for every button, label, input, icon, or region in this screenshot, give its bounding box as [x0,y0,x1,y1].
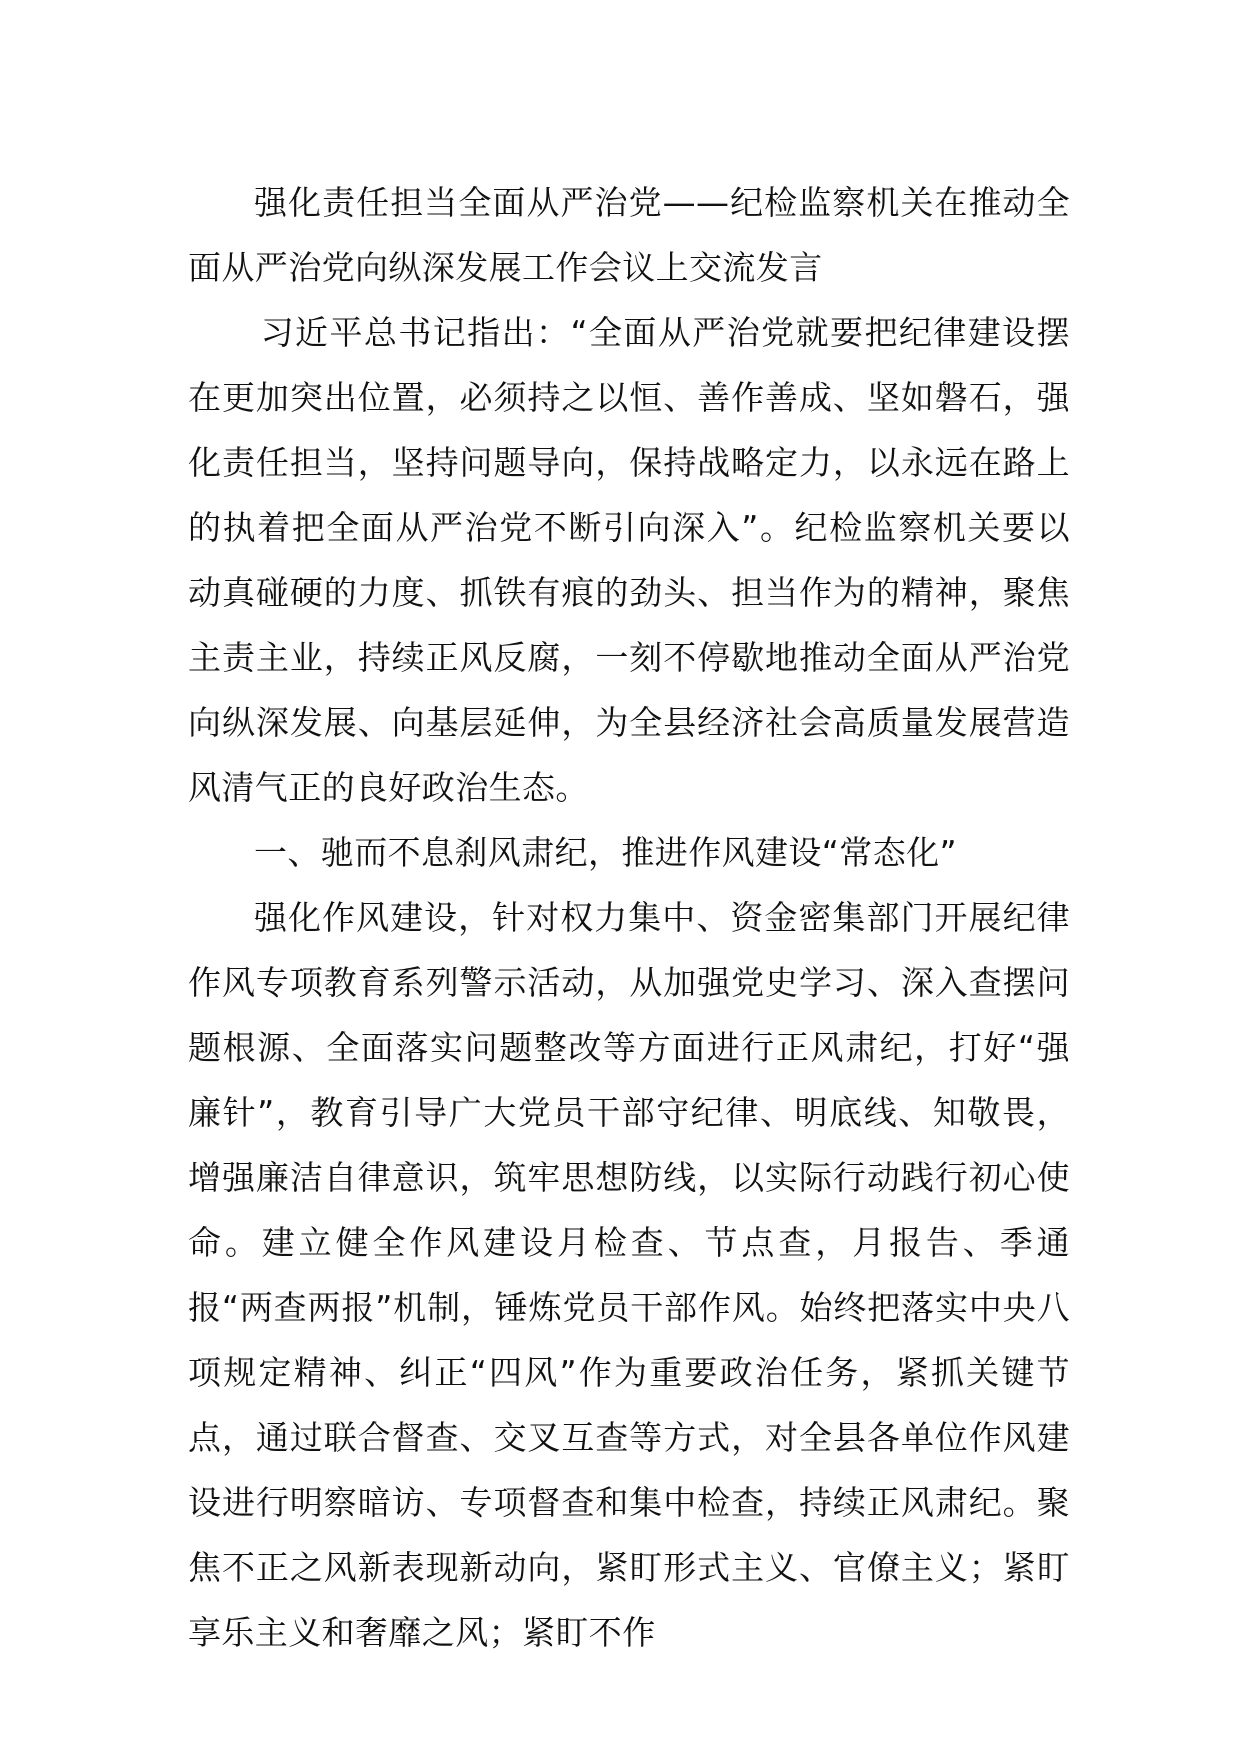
document-body [188,170,1070,1665]
paragraph-intro: 习近平总书记指出：“全面从严治党就要把纪律建设摆在更加突出位置，必须持之以恒、善作善成、坚如磐石，强化责任担当，坚持问题导向，保持战略定力，以永远在路上的执着把全面从严治党不断引向深入”。纪检监察机关要以动真碰硬的力度、抓铁有痕的劲头、担当作为的精神，聚焦主责主业，持续正风反腐，一刻不停歇地推动全面从严治党向纵深发展、向基层延伸，为全县经济社会高质量发展营造风清气正的良好政治生态。 [188,313,1070,807]
document-title: 强化责任担当全面从严治党——纪检监察机关在推动全面从严治党向纵深发展工作会议上交流发言 [188,183,1070,287]
section-heading-1: 一、驰而不息刹风肃纪，推进作风建设“常态化” [254,833,957,872]
paragraph-section-1: 强化作风建设，针对权力集中、资金密集部门开展纪律作风专项教育系列警示活动，从加强党史学习、深入查摆问题根源、全面落实问题整改等方面进行正风肃纪，打好“强廉针”，教育引导广大党员干部守纪律、明底线、知敬畏，增强廉洁自律意识，筑牢思想防线，以实际行动践行初心使命。建立健全作风建设月检查、节点查，月报告、季通报“两查两报”机制，锤炼党员干部作风。始终把落实中央八项规定精神、纠正“四风”作为重要政治任务，紧抓关键节点，通过联合督查、交叉互查等方式，对全县各单位作风建设进行明察暗访、专项督查和集中检查，持续正风肃纪。聚焦不正之风新表现新动向，紧盯形式主义、官僚主义；紧盯享乐主义和奢靡之风；紧盯不作 [188,898,1070,1652]
